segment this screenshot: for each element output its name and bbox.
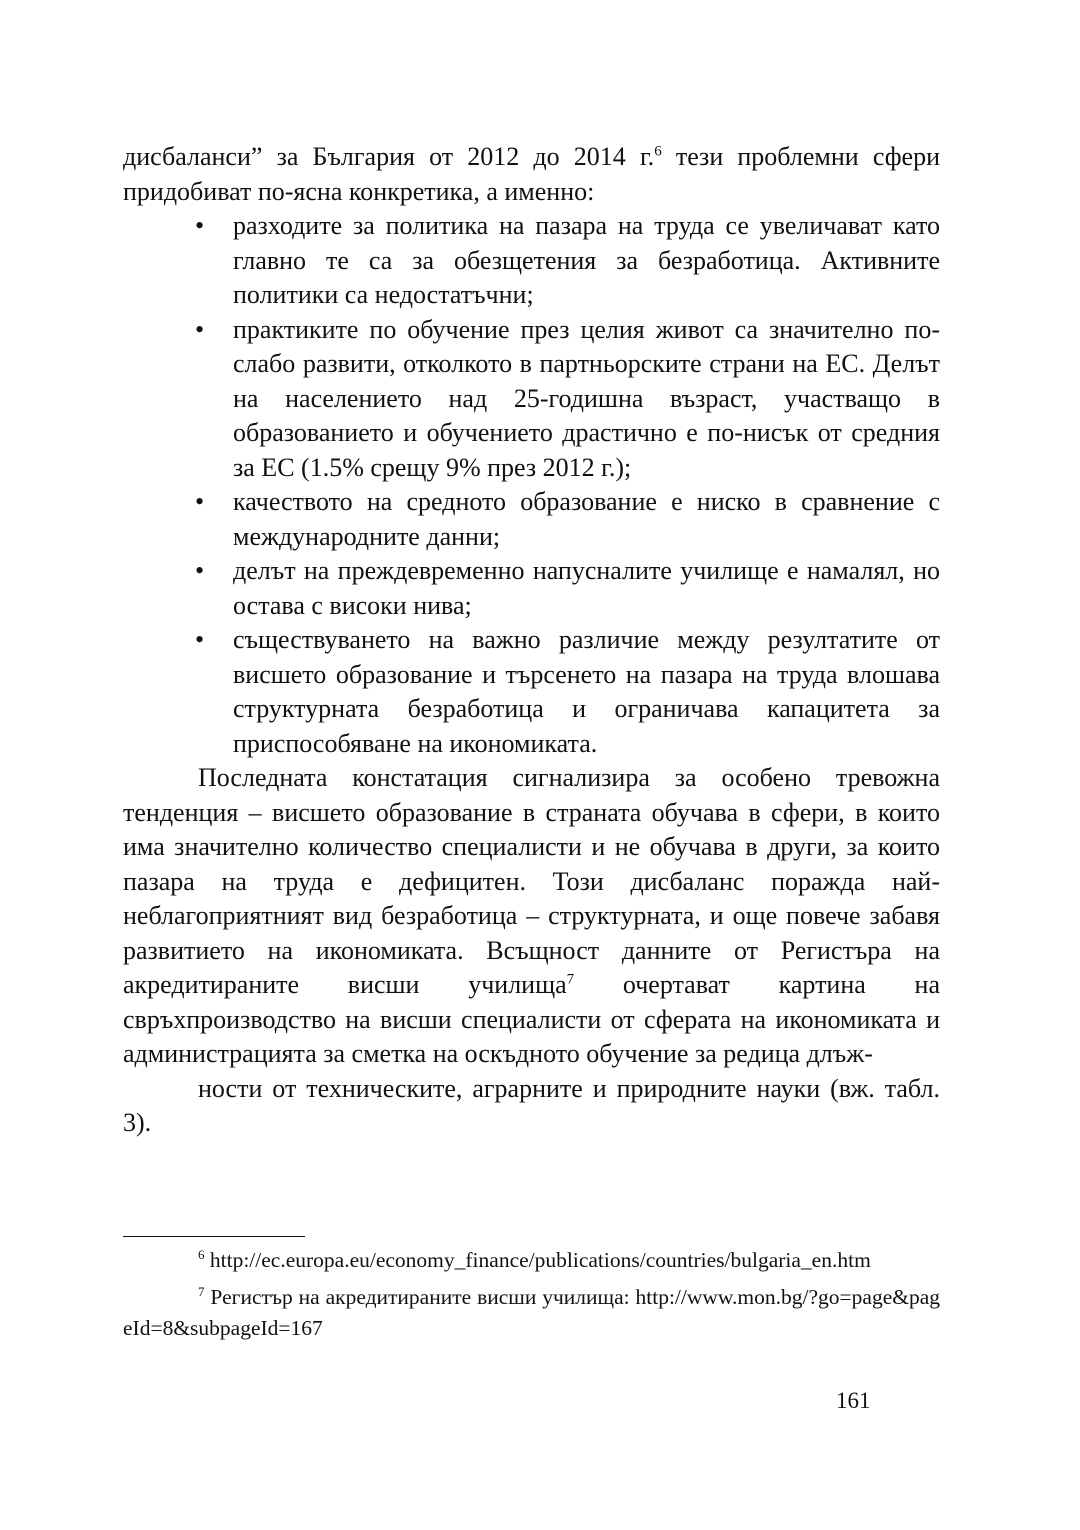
list-item-text: разходите за политика на пазара на труда се увеличават като главно те са за обезщетения за безработица. Активните политики са недостатъчни; [233,211,940,309]
footnote-number: 6 [198,1246,205,1262]
footnote-ref-7[interactable]: 7 [566,971,575,988]
bullet-icon: • [195,556,205,585]
footnote-number: 7 [198,1283,205,1299]
paragraph-text: Последната констатация сигнализира за особено тревожна тенденция – висшето образование в страната обучава в сфери, в които има значително количество специалисти и не обучава в други, за които пазара на труда е дефицитен. Този дисбаланс поражда най-неблагоприятният вид безработица – структурната, и още повече забавя развитието на икономиката. Всъщност данните от Регистъра на акредитираните висши училища [123,763,940,999]
footnotes [123,1245,940,1350]
footnote-7 [123,1282,940,1344]
list-item-text: съществуването на важно различие между резултатите от висшето образование и търсенето на пазара на труда влошава структурната безработица и ограничава капацитета за приспособяване на икономиката. [233,625,940,758]
list-item-text: делът на преждевременно напусналите училище е намалял, но остава с високи нива; [233,556,940,620]
body-paragraph [123,761,940,1141]
footnote-ref-6[interactable]: 6 [654,143,662,160]
list-item [123,209,940,313]
footnote-6 [123,1245,940,1276]
bullet-icon: • [195,487,205,516]
paragraph-text-continued: очертават картина на свръхпроизводство на висши специалисти от сферата на икономиката и администрацията за сметка на оскъдното обучение за редица длъж- [123,970,940,1068]
bullet-icon: • [195,314,205,344]
list-item-text: качеството на средното образование е ниско в сравнение с международните данни; [233,487,940,551]
bullet-list [123,209,940,761]
paragraph-last-line: ности от техническите, аграрните и природните науки (вж. табл. 3). [123,1073,940,1137]
intro-paragraph [123,140,940,209]
footnote-text[interactable]: Регистър на акредитираните висши училища: http://www.mon.bg/?go=page&pageId=8&subpageId=167 [123,1285,941,1340]
intro-text-continued: тези проблемни сфери придобиват по-ясна конкретика, а именно: [123,142,940,206]
page-number: 161 [836,1388,871,1413]
list-item [123,313,940,486]
bullet-icon: • [195,211,205,240]
page-body [123,140,940,1141]
list-item [123,485,940,554]
list-item-text: практиките по обучение през целия живот са значително по-слабо развити, отколкото в партньорските страни на ЕС. Делът на населението над 25-годишна възраст, участващо в образованието и обучението драстично е по-нисък от средния за ЕС (1.5% срещу 9% през 2012 г.); [233,314,940,482]
bullet-icon: • [195,625,205,654]
list-item [123,554,940,623]
footnote-separator [123,1236,305,1237]
list-item [123,623,940,761]
intro-text: дисбаланси” за България от 2012 до 2014 г. [123,142,655,171]
footnote-link[interactable]: http://ec.europa.eu/economy_finance/publications/countries/bulgaria_en.htm [209,1248,871,1272]
